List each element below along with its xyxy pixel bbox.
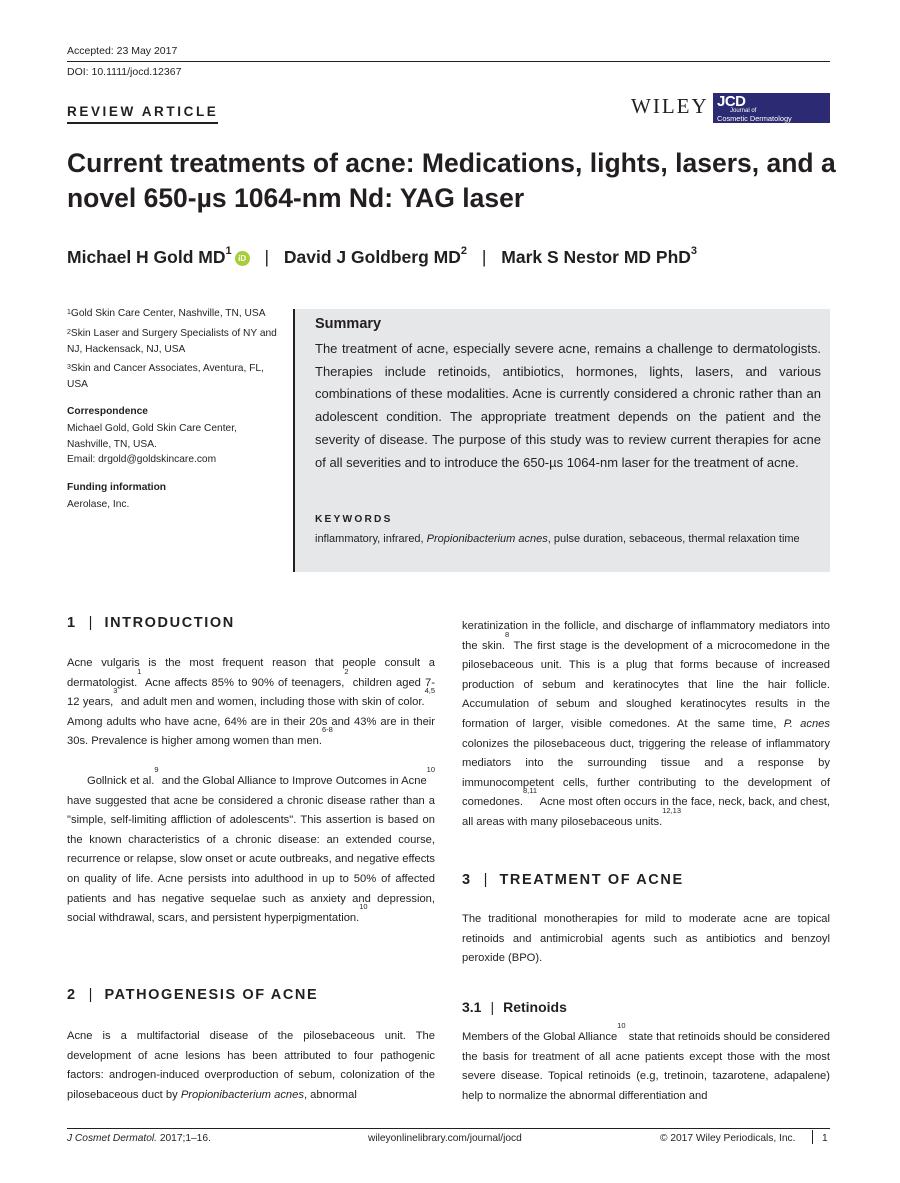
footer-url[interactable]: wileyonlinelibrary.com/journal/jocd [368, 1133, 522, 1144]
author-affiliation-sup: 3 [690, 245, 698, 257]
affiliation [67, 326, 282, 358]
section-title: TREATMENT OF ACNE [499, 872, 684, 888]
text-run: The first stage is the development of a microcomedone in the pilosebaceous unit. This is a plug that forms because of increased production of sebum and keratinocytes that line the hair follicle. Accumulation of sebum and sloughed keratinocytes results in the formation of larger, visible comedones. At the same time, [462, 639, 830, 730]
citation-sup[interactable]: 3 [113, 686, 118, 696]
citation-sup[interactable]: 10 [617, 1021, 626, 1030]
text-run: Gollnick et al. [87, 775, 155, 787]
affiliation-sup: 2 [67, 329, 71, 336]
affiliation [67, 306, 282, 322]
funding-heading: Funding information [67, 482, 167, 493]
paragraph [462, 1021, 830, 1106]
citation-sup[interactable]: 10 [426, 765, 436, 774]
affiliation-text: Skin Laser and Surgery Specialists of NY and NJ, Hackensack, NJ, USA [67, 328, 277, 355]
paragraph [67, 765, 436, 929]
subsection-number: 3.1 [462, 999, 482, 1015]
summary-heading: Summary [315, 316, 382, 332]
citation-sup[interactable]: 8,11 [522, 786, 537, 796]
paragraph [67, 1027, 435, 1105]
text-run: colonizes the pilosebaceous duct, triggering the release of inflammatory mediators into the surrounding tissue and a response by immunocompetent cells, further contributing to the development of comedones. [462, 737, 830, 809]
author-separator: | [264, 247, 270, 267]
keywords-heading: KEYWORDS [315, 514, 393, 525]
title-line-1: Current treatments of acne: Medications, lights, lasers, and a [67, 148, 836, 178]
section-heading-introduction [67, 615, 235, 631]
section-separator: | [88, 615, 93, 631]
citation-sup[interactable]: 4,5 [424, 686, 435, 696]
author-affiliation-sup: 1 [225, 245, 232, 257]
section-number: 2 [67, 987, 77, 1003]
citation-sup[interactable]: 9 [154, 765, 159, 774]
affiliation-sup: 3 [67, 364, 71, 371]
correspondence-heading: Correspondence [67, 406, 148, 417]
affiliation-sup: 1 [67, 309, 71, 316]
section-title: INTRODUCTION [104, 615, 235, 631]
text-run: Acne vulgaris is the most frequent reason that people consult a dermatologist. [67, 657, 435, 689]
section-title: PATHOGENESIS OF ACNE [104, 987, 319, 1003]
page-number: 1 [822, 1133, 828, 1144]
text-run: have suggested that acne be considered a chronic disease rather than a "simple, self-limiting affliction of adolescents". This assertion is based on the known characteristics of a chronic disease: an extended course, recurrence or relapse, slow onset or acute outbreaks, and negative effects on quality of life. Acne persists into adulthood in up to 50% of affected patients and has negative sequelae such as anxiety and depression, social withdrawal, scars, and persistent hyperpigmentation. [67, 794, 435, 925]
affiliation-text: Skin and Cancer Associates, Aventura, FL, USA [67, 363, 264, 390]
footer-citation-text: 2017;1–16. [157, 1133, 211, 1144]
text-run: and the Global Alliance to Improve Outcomes in Acne [158, 775, 427, 787]
section-heading-pathogenesis [67, 987, 318, 1003]
correspondence-line: Nashville, TN, USA. [67, 438, 157, 450]
journal-logo-line1: Journal of [730, 108, 757, 114]
correspondence-line: Michael Gold, Gold Skin Care Center, [67, 423, 237, 434]
subsection-heading-retinoids [462, 999, 567, 1015]
doi[interactable]: DOI: 10.1111/jocd.12367 [67, 66, 182, 78]
text-run: keratinization in the follicle, and discharge of inflammatory mediators into the skin. [462, 620, 830, 652]
text-run: Among adults who have acne, 64% are in their 20s and 43% are in their 30s. Prevalence is higher among women than men. [67, 715, 435, 748]
paragraph: The traditional monotherapies for mild to moderate acne are topical retinoids and antimicrobial agents such as antibiotics and benzoyl peroxide (BPO). [462, 913, 830, 965]
author-list [67, 247, 847, 268]
text-italic: P. acnes [783, 717, 830, 730]
text-run: state that retinoids should be considered the basis for treatment of all acne patients except those with the most severe disease. Topical retinoids (e.g, tretinoin, tazarotene, adapalene) help to normalize the abnormal differentiation and [462, 1031, 830, 1102]
journal-logo-line2: Cosmetic Dermatology [717, 114, 792, 123]
keywords-text [315, 529, 820, 549]
footer-separator [812, 1130, 813, 1144]
text-run: , abnormal [303, 1088, 357, 1101]
section-number: 1 [67, 615, 77, 631]
author-name[interactable]: Mark S Nestor MD PhD [501, 247, 691, 267]
text-run: Members of the Global Alliance [462, 1031, 618, 1043]
citation-sup[interactable]: 1 [137, 666, 142, 676]
affiliation-text: Gold Skin Care Center, Nashville, TN, USA [70, 308, 266, 319]
article-title [67, 146, 837, 216]
summary-bar [293, 309, 295, 572]
citation-sup[interactable]: 6-8 [321, 725, 333, 735]
keywords-part: inflammatory, infrared, [315, 533, 427, 545]
text-run: children aged 7-12 years, [67, 676, 435, 709]
header-rule [67, 61, 830, 62]
author-name[interactable]: Michael H Gold MD [67, 247, 226, 267]
text-run: Acne most often occurs in the face, neck, back, and chest, all areas with many pilosebaceous units. [462, 796, 830, 828]
author-affiliation-sup: 2 [460, 245, 467, 257]
text-run: Acne is a multifactorial disease of the pilosebaceous unit. The development of acne lesions has been attributed to four pathogenic factors: androgen-induced overproduction of sebum, colonization of the pilosebaceous duct by [67, 1030, 435, 1101]
footer-journal: J Cosmet Dermatol. [67, 1133, 158, 1144]
citation-sup[interactable]: 10 [359, 902, 368, 912]
correspondence-email[interactable]: Email: drgold@goldskincare.com [67, 454, 217, 465]
section-heading-treatment [462, 872, 684, 888]
paragraph [67, 654, 435, 752]
orcid-icon[interactable]: iD [235, 251, 250, 266]
accepted-date: Accepted: 23 May 2017 [67, 45, 178, 57]
citation-sup[interactable]: 8 [505, 629, 510, 639]
article-type-label: REVIEW ARTICLE [67, 104, 218, 124]
keywords-italic: Propionibacterium acnes [426, 533, 548, 545]
footer-rule [67, 1128, 830, 1129]
text-run: and adult men and women, including those with skin of color. [117, 696, 425, 709]
funding-text: Aerolase, Inc. [67, 499, 130, 510]
author-name[interactable]: David J Goldberg MD [283, 247, 461, 267]
footer-copyright: © 2017 Wiley Periodicals, Inc. [660, 1133, 796, 1144]
subsection-separator: | [490, 999, 495, 1015]
subsection-title: Retinoids [503, 999, 567, 1015]
publisher-logo: WILEY [631, 94, 709, 118]
text-italic: Propionibacterium acnes [180, 1088, 304, 1101]
author-separator: | [481, 247, 487, 267]
journal-logo-abbr: JCD [717, 93, 746, 110]
footer-citation [67, 1133, 211, 1144]
affiliation [67, 361, 282, 393]
journal-logo [713, 93, 830, 123]
citation-sup[interactable]: 12,13 [662, 805, 682, 815]
text-run: Acne affects 85% to 90% of teenagers, [141, 676, 345, 689]
keywords-part: , pulse duration, sebaceous, thermal relaxation time [547, 533, 800, 545]
section-number: 3 [462, 872, 472, 888]
correspondence-details [67, 421, 282, 468]
paragraph [462, 617, 830, 833]
citation-sup[interactable]: 2 [344, 666, 349, 676]
section-separator: | [483, 872, 488, 888]
title-line-2: novel 650-µs 1064-nm Nd: YAG laser [67, 183, 525, 213]
section-separator: | [88, 987, 93, 1003]
summary-text: The treatment of acne, especially severe acne, remains a challenge to dermatologists. Therapies include retinoids, antibiotics, hormones, lights, lasers, and various combinations of these modalities. Acne is currently considered a chronic rather than an adolescent condition. The appropriate treatment depends on the patient and the severity of disease. The purpose of this study was to review current therapies for acne of all severities and to introduce the 650-µs 1064-nm laser for the treatment of acne. [315, 341, 821, 470]
